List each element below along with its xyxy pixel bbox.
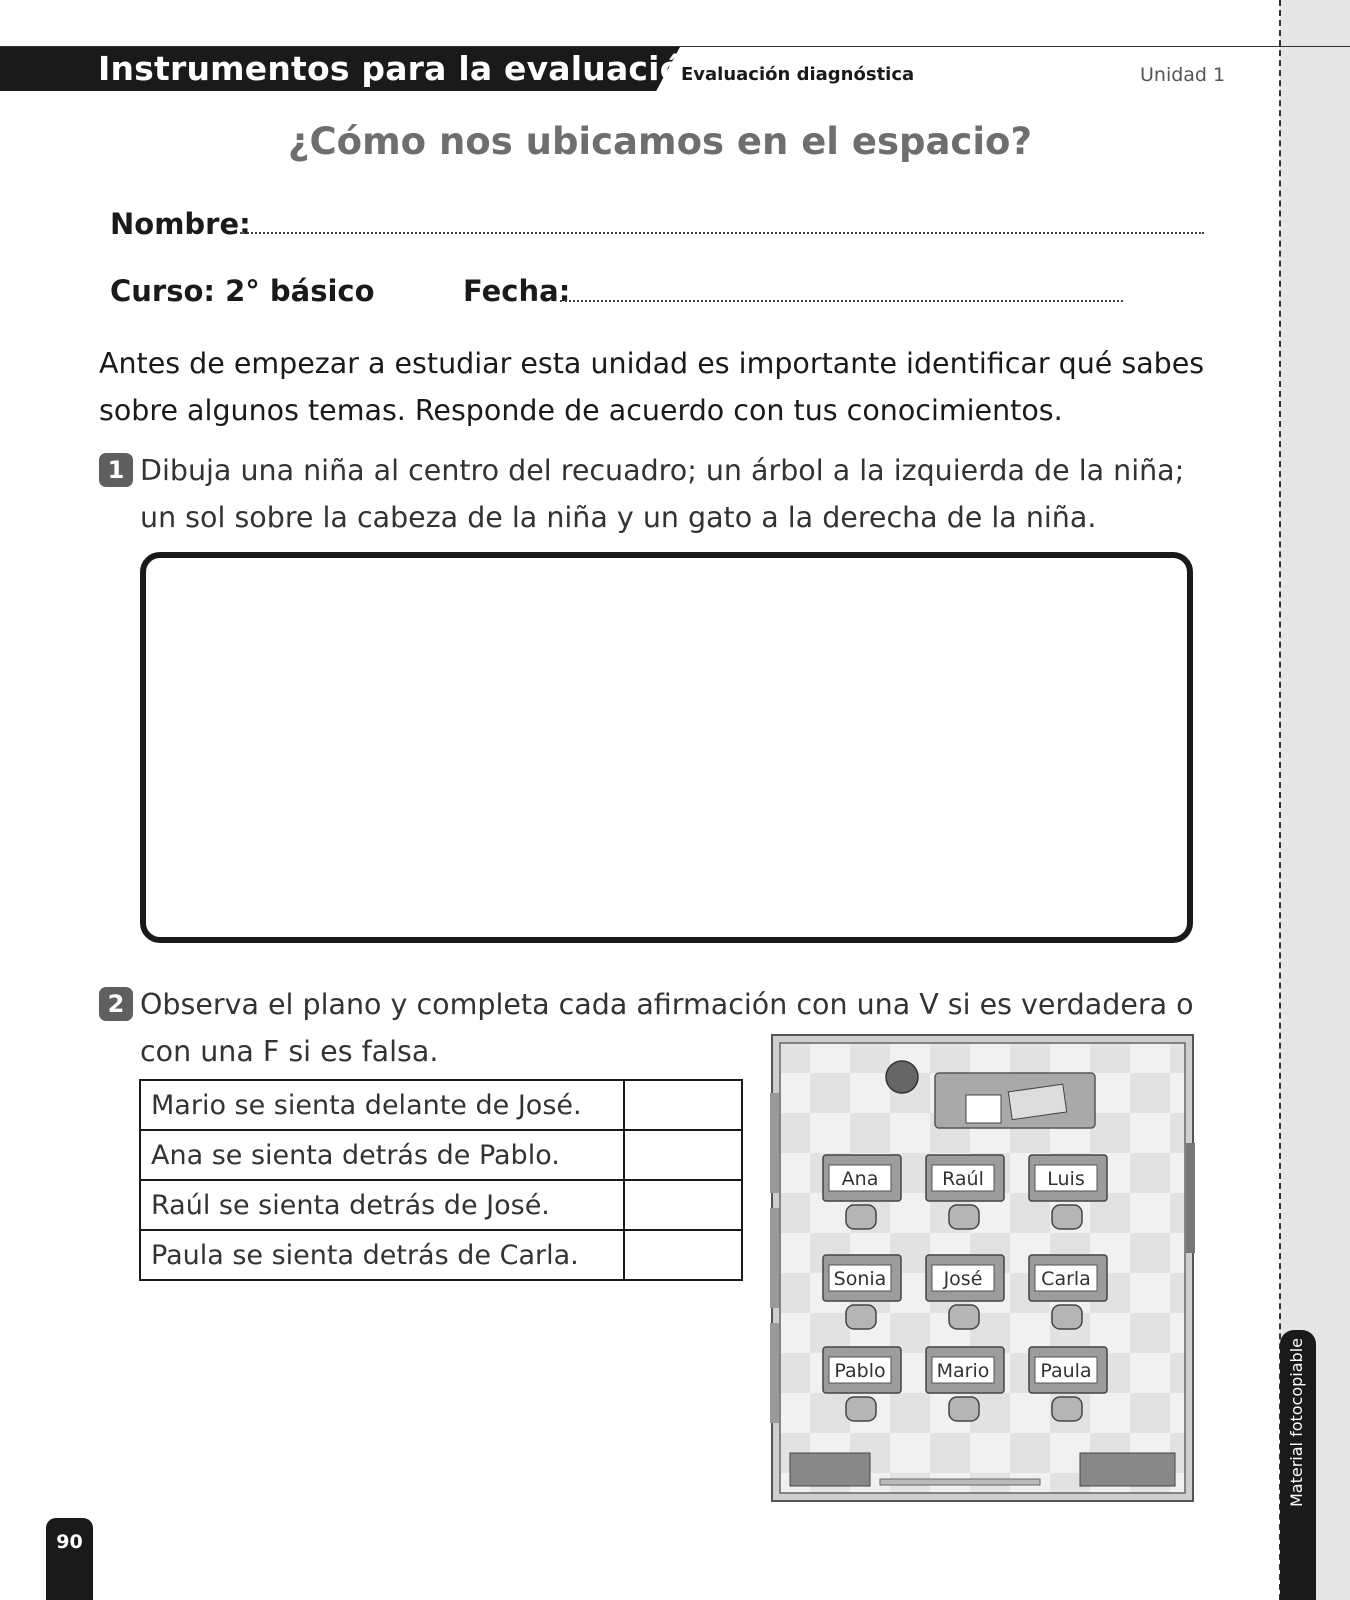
name-field[interactable]	[240, 232, 1204, 234]
student-chair	[949, 1205, 979, 1229]
window	[770, 1323, 779, 1423]
section-title: Instrumentos para la evaluación	[98, 49, 707, 88]
question-2-text: Observa el plano y completa cada afirmación con una V si es verdadera o con una F si es falsa.	[140, 988, 1194, 1068]
date-label: Fecha:	[463, 274, 571, 308]
statement-cell: Ana se sienta detrás de Pablo.	[140, 1130, 624, 1180]
statement-cell: Raúl se sienta detrás de José.	[140, 1180, 624, 1230]
student-desks	[823, 1155, 1107, 1421]
student-chair	[846, 1205, 876, 1229]
answer-cell[interactable]	[624, 1180, 742, 1230]
question-1-number: 1	[99, 453, 133, 487]
side-label: Material fotocopiable	[1287, 1337, 1306, 1507]
unit-label: Unidad 1	[1140, 64, 1226, 86]
answer-cell[interactable]	[624, 1130, 742, 1180]
student-chair	[1052, 1205, 1082, 1229]
table-row	[140, 1180, 742, 1230]
name-label: Nombre:	[110, 207, 251, 241]
intro-text: Antes de empezar a estudiar esta unidad es importante identificar qué sabes sobre algunos temas. Responde de acuerdo con tus conocimientos.	[99, 347, 1205, 427]
student-chair	[949, 1305, 979, 1329]
cabinet	[790, 1453, 870, 1486]
teacher-chair	[886, 1061, 918, 1093]
student-name-label: Pablo	[834, 1360, 886, 1382]
answer-cell[interactable]	[624, 1230, 742, 1280]
question-2-number: 2	[99, 987, 133, 1021]
page-number: 90	[56, 1531, 83, 1553]
window	[770, 1093, 779, 1193]
student-chair	[846, 1397, 876, 1421]
classroom-plan	[770, 1033, 1195, 1503]
header-rule	[0, 46, 1350, 47]
student-chair	[1052, 1397, 1082, 1421]
question-1-text: Dibuja una niña al centro del recuadro; un árbol a la izquierda de la niña; un sol sobre la cabeza de la niña y un gato a la derecha de la niña.	[140, 454, 1185, 534]
statement-cell: Paula se sienta detrás de Carla.	[140, 1230, 624, 1280]
window	[770, 1208, 779, 1308]
student-name-label: Ana	[841, 1168, 879, 1190]
student-name-label: Luis	[1047, 1168, 1085, 1190]
true-false-table	[139, 1079, 743, 1281]
student-name-label: José	[943, 1268, 983, 1290]
student-name-label: Raúl	[942, 1168, 984, 1190]
statement-cell: Mario se sienta delante de José.	[140, 1080, 624, 1130]
drawing-area[interactable]	[140, 552, 1193, 943]
door	[1186, 1143, 1195, 1253]
student-name-label: Carla	[1041, 1268, 1091, 1290]
answer-cell[interactable]	[624, 1080, 742, 1130]
date-field[interactable]	[560, 300, 1123, 302]
student-name-label: Sonia	[833, 1268, 887, 1290]
student-name-label: Paula	[1040, 1360, 1092, 1382]
student-chair	[1052, 1305, 1082, 1329]
table-row	[140, 1230, 742, 1280]
student-name-label: Mario	[936, 1360, 990, 1382]
bench	[880, 1479, 1040, 1485]
student-chair	[949, 1397, 979, 1421]
table-row	[140, 1080, 742, 1130]
desk-paper	[966, 1095, 1001, 1123]
table-row	[140, 1130, 742, 1180]
course-label: Curso: 2° básico	[110, 274, 375, 308]
student-chair	[846, 1305, 876, 1329]
cabinet	[1080, 1453, 1175, 1486]
page-title: ¿Cómo nos ubicamos en el espacio?	[288, 120, 1032, 163]
side-label-wrapper	[1287, 1338, 1306, 1507]
header-subtitle: Evaluación diagnóstica	[681, 64, 915, 85]
